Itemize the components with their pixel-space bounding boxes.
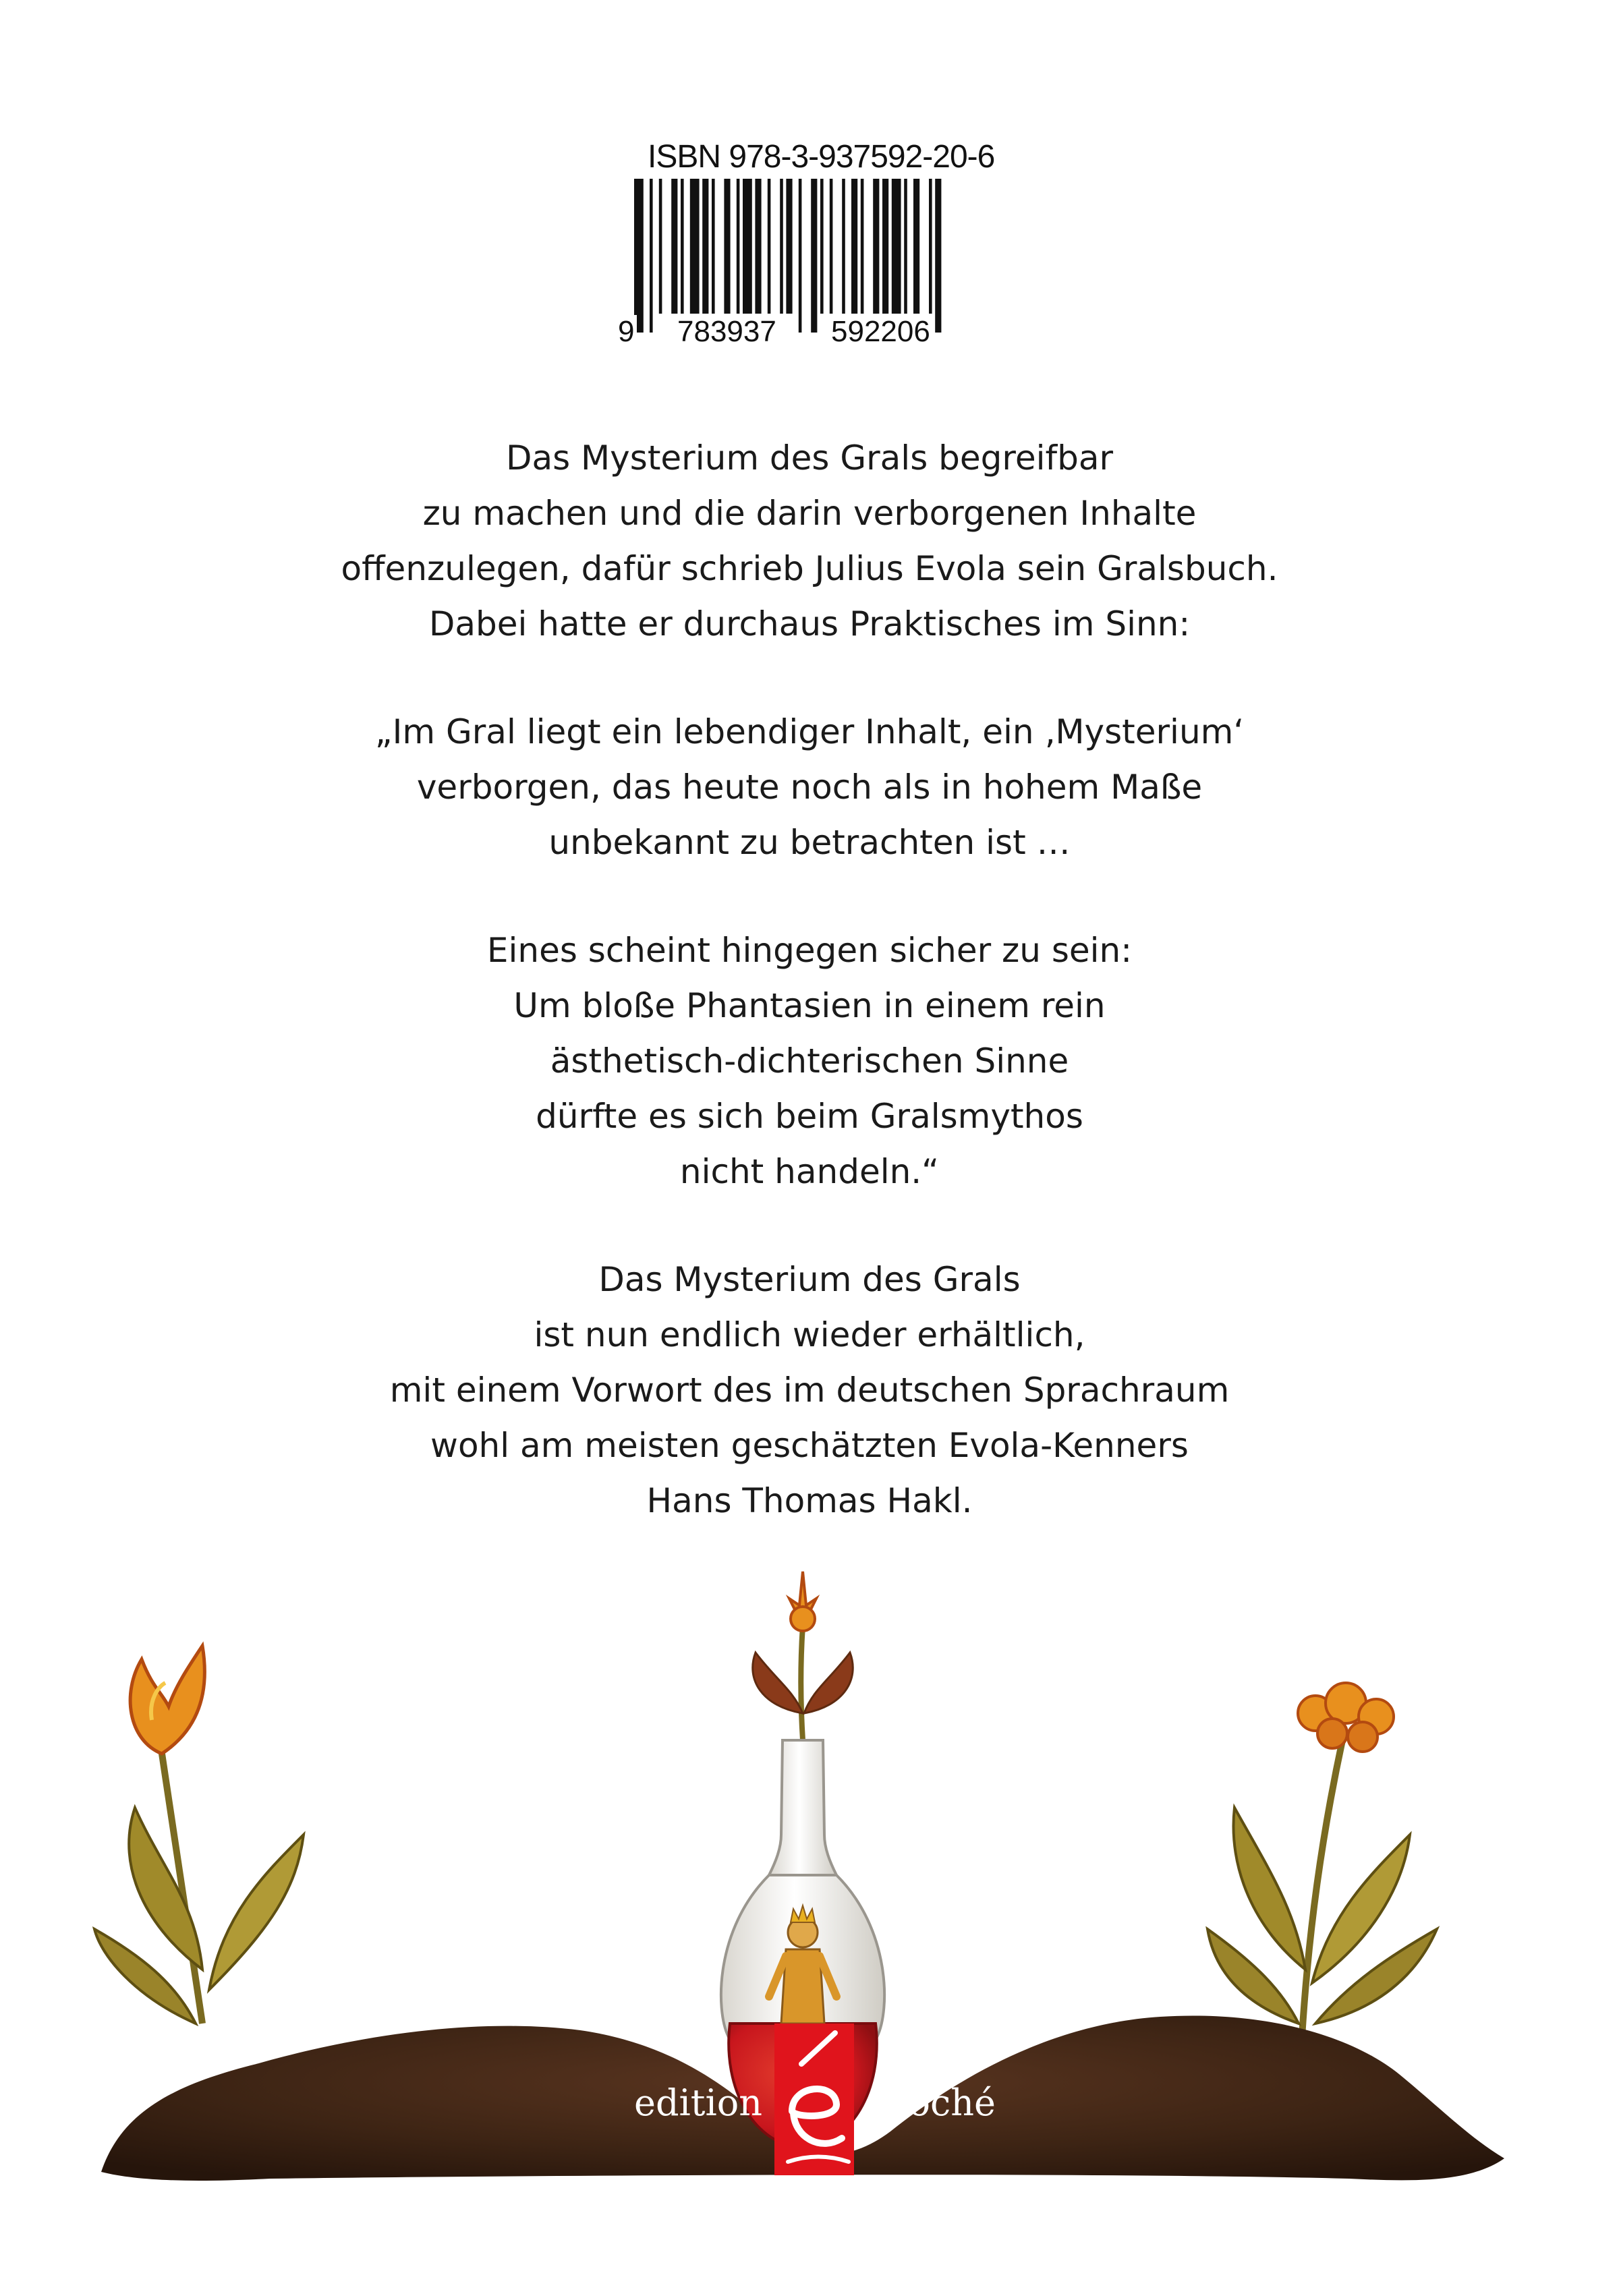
barcode-bar — [935, 179, 941, 333]
blurb-line: Eines scheint hingegen sicher zu sein: — [486, 931, 1133, 970]
publisher-right-word: epoché — [863, 2082, 996, 2124]
barcode-bar — [851, 179, 857, 314]
blurb-line: mit einem Vorwort des im deutschen Sprachraum — [389, 1371, 1230, 1410]
blurb-paragraph — [0, 1252, 1619, 1528]
blurb-line: Das Mysterium des Grals — [598, 1260, 1021, 1299]
barcode-bar — [690, 179, 700, 314]
barcode-bar — [724, 179, 730, 314]
barcode-bar — [743, 179, 752, 314]
publisher-left-word: edition — [634, 2082, 763, 2124]
barcode-bar — [873, 179, 879, 314]
barcode-bar — [659, 179, 662, 314]
blurb-line: offenzulegen, dafür schrieb Julius Evola sein Gralsbuch. — [341, 549, 1278, 588]
barcode-bar — [755, 179, 761, 314]
blurb-line: zu machen und die darin verborgenen Inhalte — [422, 494, 1197, 533]
right-flower — [1208, 1683, 1437, 2037]
barcode-bar — [737, 179, 740, 314]
barcode-left-digits: 783937 — [675, 315, 779, 349]
barcode-bar — [913, 179, 919, 314]
barcode-bar — [786, 179, 792, 314]
barcode-bar — [650, 179, 653, 333]
blurb-line: Dabei hatte er durchaus Praktisches im Sinn: — [428, 604, 1191, 643]
quote-paragraph — [0, 704, 1619, 870]
blurb-text — [0, 430, 1619, 1581]
barcode-block — [607, 138, 995, 361]
barcode-bar — [892, 179, 901, 314]
barcode-bar — [842, 179, 845, 314]
barcode-bar — [671, 179, 677, 314]
barcode-bar — [830, 179, 833, 314]
barcode-bar — [712, 179, 715, 314]
publisher-e-icon — [774, 2024, 854, 2175]
publisher-logo — [627, 2024, 1005, 2179]
barcode-bar — [634, 179, 644, 333]
isbn-label: ISBN 978-3-937592-20-6 — [648, 139, 995, 175]
barcode-bar — [929, 179, 932, 314]
barcode-lead-digit: 9 — [615, 315, 637, 349]
blurb-line: nicht handeln.“ — [679, 1152, 940, 1191]
alchemical-illustration — [0, 1551, 1619, 2296]
left-tulip — [94, 1646, 304, 2024]
blurb-line: verborgen, das heute noch als in hohem Maße — [416, 768, 1203, 807]
barcode-bar — [768, 179, 771, 314]
blurb-line: Hans Thomas Hakl. — [646, 1481, 973, 1520]
blurb-line: wohl am meisten geschätzten Evola-Kenners — [430, 1426, 1189, 1465]
barcode-right-digits: 592206 — [828, 315, 933, 349]
barcode-bar — [882, 179, 888, 314]
blurb-line: Um bloße Phantasien in einem rein — [513, 986, 1106, 1025]
barcode-bar — [780, 179, 783, 314]
blurb-line: unbekannt zu betrachten ist … — [548, 823, 1071, 862]
quote-paragraph — [0, 923, 1619, 1199]
barcode-bar — [904, 179, 907, 314]
barcode-bar — [861, 179, 864, 314]
barcode-bar — [811, 179, 817, 333]
barcode-bar — [820, 179, 824, 314]
blurb-line: ästhetisch-dichterischen Sinne — [550, 1041, 1069, 1081]
barcode-bar — [702, 179, 708, 314]
blurb-line: ist nun endlich wieder erhältlich, — [534, 1315, 1085, 1354]
barcode-bar — [681, 179, 684, 314]
blurb-paragraph — [0, 430, 1619, 652]
blurb-line: „Im Gral liegt ein lebendiger Inhalt, ein ‚Mysterium‘ — [374, 712, 1245, 751]
blurb-line: dürfte es sich beim Gralsmythos — [536, 1097, 1083, 1136]
blurb-line: Das Mysterium des Grals begreifbar — [505, 438, 1114, 478]
barcode-bar — [799, 179, 802, 333]
